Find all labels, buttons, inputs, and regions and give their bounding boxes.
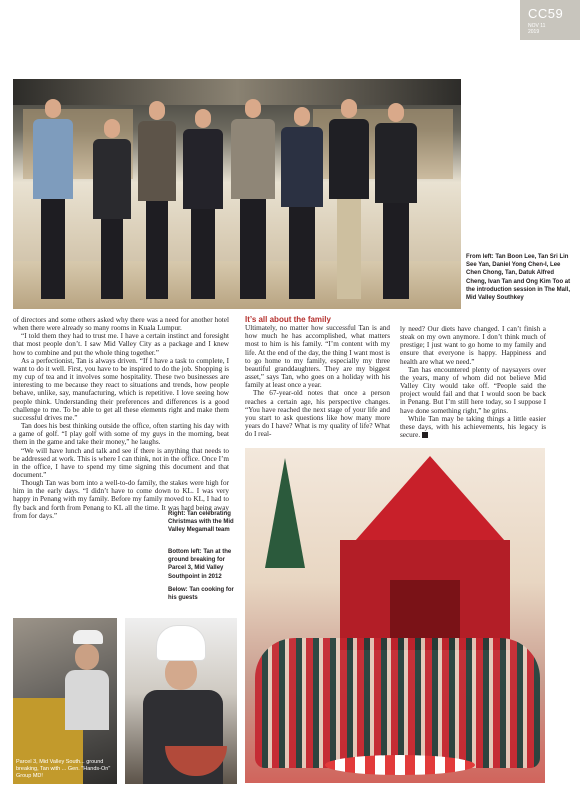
- paragraph: While Tan may be taking things a little easier these days, with his achievements, his legacy is secure. E: [400, 414, 546, 440]
- photo-overlay-text: Parcel 3, Mid Valley South... ground breaking, Tan with ... Gen. "Hands-On" Group MD!: [16, 759, 111, 779]
- paragraph: Tan has encountered plenty of naysayers over the years, many of whom did not believe Mid Valley City would take off. “People said the project would fail and that I would soon be back in Penang. But I’m still here today, so I suppose I have done something right,” he grins.: [400, 365, 546, 415]
- issue-month: NOV 11: [528, 23, 546, 29]
- article-column-1: [13, 316, 229, 520]
- section-heading: It’s all about the family: [245, 315, 331, 324]
- christmas-team-photo: [245, 448, 545, 783]
- caption-ground-breaking: Bottom left: Tan at the ground breaking for Parcel 3, Mid Valley Southpoint in 2012: [168, 549, 232, 580]
- article-column-2: [245, 316, 390, 438]
- article-column-3: [400, 325, 546, 439]
- page-number: CC59: [528, 6, 564, 21]
- paragraph: ly need? Our diets have changed. I can’t finish a steak on my own anymore. I don’t think much of prestige; I just want to go home to my family and ensure that everyone is happy. Happiness and health are what we need.”: [400, 325, 546, 366]
- paragraph: of directors and some others asked why there was a need for another hotel when there were already so many rooms in Kuala Lumpur.: [13, 316, 229, 333]
- page-number-tab: [520, 0, 580, 40]
- caption-cooking: Below: Tan cooking for his guests: [168, 587, 234, 602]
- paragraph: Ultimately, no matter how successful Tan is and how much he has accomplished, what matters most to him is his family. “I’m content with my life. At the end of the day, the thing I want most is to go home to my family, especially my three beautiful granddaughters. They are my biggest asset,” says Tan, who goes on a holiday with his family at least once a year.: [245, 324, 390, 390]
- paragraph: Though Tan was born into a well-to-do family, the stakes were high for him in the early days. “I didn’t have to come down to KL. I was very happy in Penang with my family. Before my family moved to KL, I had to fly back and forth from Penang to KL all the time. It was hard being away from for days.”: [13, 479, 229, 520]
- cooking-photo: [125, 618, 237, 784]
- ground-breaking-photo: [13, 618, 117, 784]
- end-mark-icon: E: [422, 432, 428, 438]
- paragraph: “We will have lunch and talk and see if there is anything that needs to be addressed at work. This is where I can think, not in the office. Once I’m in the office, I have to spend my time signing this document and that document.”: [13, 446, 229, 479]
- paragraph: As a perfectionist, Tan is always driven. “If I have a task to complete, I want to do it well. First, you have to be inspired to do the job. Shopping is my cup of tea and it involves some hospitality. These two businesses are interesting to me because they react to situations and trends, how people behave, unlike, say, manufacturing, which is repetitive. I love seeing how people think. Understanding their preferences and differences is a good challenge to me. To be able to get all these elements right and make them successful drives me.”: [13, 356, 229, 422]
- paragraph: “I told them they had to trust me. I have a certain instinct and foresight that most people don’t. I saw Mid Valley City as a package and I knew how to combine and put the whole thing together.”: [13, 332, 229, 357]
- paragraph: Tan does his best thinking outside the office, often starting his day with a game of golf. “I play golf with some of my guys in the morning, beat them in the game and take their money,” he laughs.: [13, 422, 229, 447]
- paragraph: The 67-year-old notes that once a person reaches a certain age, his perspective changes. “You have reached the next stage of your life and you start to ask questions like how many more years do I have? What is my quality of life? What do I real-: [245, 389, 390, 439]
- issue-year: 2019: [528, 29, 540, 35]
- group-photo: [13, 79, 461, 309]
- caption-group-photo: From left: Tan Boon Lee, Tan Sri Lin See Yan, Daniel Yong Chen-I, Lee Chen Chong, Tan, Datuk Alfred Cheng, Ivan Tan and Ong Kim Too at the introduction session in The Mall, Mid Valley Southkey: [466, 254, 571, 302]
- caption-christmas: Right: Tan celebrating Christmas with the Mid Valley Megamall team: [168, 511, 234, 534]
